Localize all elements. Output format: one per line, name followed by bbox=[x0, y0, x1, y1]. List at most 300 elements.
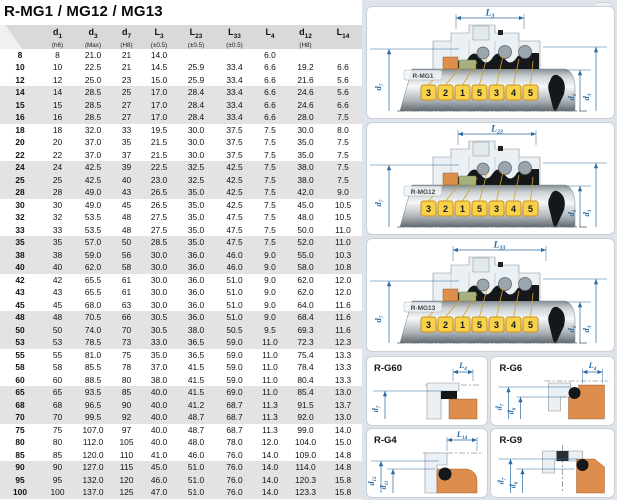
table-cell: 78.5 bbox=[84, 337, 102, 348]
table-cell: 22.5 bbox=[150, 162, 168, 173]
table-cell: 11.0 bbox=[262, 362, 278, 373]
part-number: 1 bbox=[459, 320, 466, 330]
seat-model-label: R-G9 bbox=[499, 435, 523, 446]
table-cell: 25 bbox=[121, 87, 132, 98]
table-row bbox=[0, 99, 362, 112]
table-cell: 28.5 bbox=[84, 99, 102, 110]
table-cell: 14.0 bbox=[261, 462, 279, 473]
spring bbox=[499, 162, 512, 175]
table-row bbox=[0, 474, 362, 487]
row-header-cell: 38 bbox=[15, 249, 25, 260]
table-cell: 41.5 bbox=[187, 362, 205, 373]
table-cell: 64.0 bbox=[297, 299, 314, 310]
table-cell: 10.5 bbox=[334, 199, 352, 210]
table-cell: 59.0 bbox=[226, 374, 243, 385]
dimension-label: $d_1$ bbox=[566, 93, 579, 101]
table-cell: 11.6 bbox=[335, 312, 351, 323]
table-cell: 12 bbox=[52, 74, 63, 85]
dimension-label: $d_3$ bbox=[581, 93, 594, 101]
table-cell: 59.0 bbox=[84, 249, 102, 260]
table-cell: 17.0 bbox=[150, 112, 168, 123]
spring bbox=[499, 278, 512, 291]
row-header-cell: 70 bbox=[15, 412, 25, 423]
table-cell: 7.5 bbox=[337, 137, 349, 148]
table-row bbox=[0, 424, 362, 437]
table-cell: 7.5 bbox=[264, 174, 276, 185]
seat-ring bbox=[449, 399, 477, 419]
table-cell: 100 bbox=[50, 487, 65, 498]
table-cell: 51.0 bbox=[226, 312, 243, 323]
table-cell: 14.5 bbox=[150, 62, 168, 73]
table-cell: 33.4 bbox=[226, 87, 243, 98]
table-cell: 85.4 bbox=[297, 387, 314, 398]
table-cell: 42.5 bbox=[84, 162, 102, 173]
table-cell: 76.0 bbox=[226, 449, 243, 460]
clamp-block bbox=[557, 451, 569, 461]
table-row bbox=[0, 124, 362, 137]
table-cell: 75 bbox=[52, 424, 63, 435]
table-cell: 37 bbox=[121, 149, 132, 160]
table-cell: 88.5 bbox=[84, 374, 102, 385]
table-cell: 76.0 bbox=[226, 474, 243, 485]
table-cell: 21 bbox=[121, 62, 132, 73]
table-cell: 30.0 bbox=[187, 149, 205, 160]
table-cell: 14.0 bbox=[261, 474, 279, 485]
seat-card-0 bbox=[366, 356, 488, 426]
row-header-cell: 28 bbox=[15, 187, 25, 198]
table-cell: 37.0 bbox=[84, 137, 102, 148]
column-header: $d_3$ (Max) bbox=[75, 25, 111, 49]
table-cell: 38.0 bbox=[297, 174, 314, 185]
spring bbox=[519, 162, 532, 175]
table-cell: 5.6 bbox=[337, 87, 349, 98]
table-cell: 61 bbox=[121, 287, 132, 298]
table-cell: 33 bbox=[52, 224, 63, 235]
table-cell: 53 bbox=[52, 337, 63, 348]
table-cell: 132.0 bbox=[82, 474, 104, 485]
dimension-label: $L_4$ bbox=[588, 360, 597, 373]
table-cell: 35.0 bbox=[297, 149, 314, 160]
seat-card-3 bbox=[490, 428, 615, 498]
table-cell: 58.0 bbox=[297, 262, 314, 273]
column-header: $L_3$ (±0.5) bbox=[142, 25, 176, 49]
row-header-cell: 90 bbox=[15, 462, 25, 473]
dimension-label: $L_{23}$ bbox=[491, 124, 503, 136]
table-row bbox=[0, 186, 362, 199]
part-number: 5 bbox=[527, 88, 534, 98]
column-header: $L_4$ bbox=[253, 25, 287, 49]
table-cell: 17.0 bbox=[150, 99, 168, 110]
table-cell: 78 bbox=[121, 362, 132, 373]
table-cell: 75 bbox=[121, 349, 132, 360]
table-cell: 30.5 bbox=[150, 312, 168, 323]
table-cell: 48 bbox=[52, 312, 63, 323]
seal-card-0 bbox=[366, 6, 615, 119]
table-cell: 11.0 bbox=[262, 387, 278, 398]
table-cell: 6.6 bbox=[264, 99, 276, 110]
column-header: $L_{33}$ (±0.5) bbox=[216, 25, 253, 49]
table-cell: 90 bbox=[52, 462, 63, 473]
seat-diagram bbox=[491, 429, 614, 497]
table-cell: 68.0 bbox=[84, 299, 102, 310]
table-row bbox=[0, 274, 362, 287]
table-row bbox=[0, 61, 362, 74]
table-cell: 13.3 bbox=[334, 362, 352, 373]
row-header-cell: 100 bbox=[13, 487, 27, 498]
part-number: 5 bbox=[476, 88, 483, 98]
table-cell: 22 bbox=[52, 149, 63, 160]
column-header: $L_{23}$ (±0.5) bbox=[176, 25, 216, 49]
table-cell: 51.0 bbox=[226, 287, 243, 298]
seat-diagram bbox=[367, 357, 487, 425]
table-cell: 24 bbox=[52, 162, 63, 173]
dimension-label: $d_7$ bbox=[371, 405, 383, 413]
table-cell: 7.5 bbox=[264, 187, 276, 198]
table-row bbox=[0, 361, 362, 374]
table-cell: 18 bbox=[52, 124, 63, 135]
row-header-cell: 30 bbox=[15, 199, 25, 210]
dimension-label: $d_{11}$ bbox=[379, 480, 391, 490]
table-cell: 50.5 bbox=[226, 324, 243, 335]
table-cell: 61 bbox=[121, 274, 132, 285]
table-cell: 22.5 bbox=[84, 62, 102, 73]
table-cell: 27.5 bbox=[150, 224, 168, 235]
table-cell: 36.0 bbox=[187, 287, 205, 298]
table-cell: 70.5 bbox=[84, 312, 102, 323]
table-cell: 95 bbox=[52, 474, 63, 485]
table-cell: 46.0 bbox=[150, 474, 168, 485]
table-cell: 50 bbox=[121, 237, 132, 248]
row-header-cell: 18 bbox=[15, 124, 25, 135]
row-header-cell: 55 bbox=[15, 349, 25, 360]
table-cell: 30.0 bbox=[150, 287, 168, 298]
table-cell: 9.0 bbox=[264, 274, 276, 285]
seat-model-label: R-G60 bbox=[374, 363, 402, 374]
table-cell: 33.4 bbox=[226, 62, 243, 73]
part-number: 1 bbox=[459, 204, 466, 214]
table-cell: 55 bbox=[52, 349, 63, 360]
table-cell: 7.5 bbox=[264, 224, 276, 235]
table-cell: 40.0 bbox=[150, 387, 168, 398]
table-cell: 21.5 bbox=[150, 137, 168, 148]
table-cell: 21.0 bbox=[84, 49, 102, 60]
table-cell: 28.5 bbox=[84, 87, 102, 98]
part-number: 5 bbox=[527, 320, 534, 330]
table-row bbox=[0, 174, 362, 187]
part-number: 3 bbox=[425, 320, 432, 330]
table-cell: 47.5 bbox=[226, 237, 243, 248]
row-header-cell: 42 bbox=[15, 274, 25, 285]
column-header: $d_{12}$ (H8) bbox=[287, 25, 324, 49]
table-cell: 70 bbox=[52, 412, 63, 423]
column-header: $L_{14}$ bbox=[324, 25, 362, 49]
table-cell: 80 bbox=[121, 374, 132, 385]
table-row bbox=[0, 261, 362, 274]
seal-diagram bbox=[367, 7, 614, 118]
row-header-cell: 32 bbox=[15, 212, 25, 223]
table-cell: 13.7 bbox=[334, 399, 352, 410]
table-cell: 49.0 bbox=[84, 187, 102, 198]
table-cell: 14 bbox=[52, 87, 63, 98]
table-cell: 39 bbox=[121, 162, 132, 173]
spring bbox=[499, 46, 512, 59]
table-cell: 35.0 bbox=[187, 237, 205, 248]
table-cell: 46.0 bbox=[226, 262, 243, 273]
table-cell: 125 bbox=[119, 487, 134, 498]
table-cell: 14.8 bbox=[334, 462, 352, 473]
table-cell: 85.5 bbox=[84, 362, 102, 373]
table-cell: 55.0 bbox=[297, 249, 314, 260]
table-cell: 19.2 bbox=[297, 62, 314, 73]
table-cell: 11.0 bbox=[262, 349, 278, 360]
table-cell: 60 bbox=[52, 374, 63, 385]
table-cell: 17.0 bbox=[150, 87, 168, 98]
table-cell: 9.0 bbox=[264, 312, 276, 323]
table-cell: 35.0 bbox=[297, 137, 314, 148]
row-header-cell: 50 bbox=[15, 324, 25, 335]
dimension-label: $d_6$ bbox=[508, 481, 520, 489]
table-cell: 46.0 bbox=[226, 249, 243, 260]
table-cell: 13.0 bbox=[334, 387, 352, 398]
table-cell: 11.3 bbox=[262, 412, 278, 423]
table-cell: 41.2 bbox=[187, 399, 205, 410]
table-cell: 114.0 bbox=[295, 462, 316, 473]
part-number: 1 bbox=[459, 88, 466, 98]
table-cell: 14.8 bbox=[334, 449, 352, 460]
table-cell: 68.4 bbox=[297, 312, 314, 323]
table-cell: 12.0 bbox=[334, 274, 352, 285]
table-cell: 45 bbox=[121, 199, 132, 210]
spring bbox=[519, 278, 532, 291]
table-cell: 96.5 bbox=[84, 399, 102, 410]
table-row bbox=[0, 161, 362, 174]
table-cell: 127.0 bbox=[82, 462, 104, 473]
table-cell: 73 bbox=[121, 337, 132, 348]
seat-diagram bbox=[367, 429, 487, 497]
table-cell: 69.3 bbox=[297, 324, 314, 335]
row-header-cell: 95 bbox=[15, 474, 25, 485]
dimension-table bbox=[0, 25, 362, 499]
table-cell: 35.0 bbox=[150, 349, 168, 360]
part-number: 4 bbox=[510, 88, 517, 98]
table-cell: 41.0 bbox=[150, 449, 168, 460]
table-cell: 74.0 bbox=[84, 324, 102, 335]
table-cell: 7.5 bbox=[264, 237, 276, 248]
row-header-cell: 48 bbox=[15, 312, 25, 323]
table-cell: 52.0 bbox=[297, 237, 314, 248]
dimension-label: $L_{14}$ bbox=[456, 429, 468, 442]
table-cell: 42 bbox=[52, 274, 63, 285]
table-cell: 85 bbox=[121, 387, 132, 398]
model-label: R-MG1 bbox=[412, 72, 434, 80]
table-cell: 48.0 bbox=[187, 437, 205, 448]
table-cell: 20 bbox=[52, 137, 63, 148]
table-cell: 13.3 bbox=[334, 374, 352, 385]
table-cell: 36.5 bbox=[187, 337, 205, 348]
table-cell: 9.5 bbox=[264, 324, 276, 335]
table-cell: 37.5 bbox=[226, 149, 243, 160]
table-cell: 42.0 bbox=[297, 187, 314, 198]
row-header-cell: 33 bbox=[15, 224, 25, 235]
dimension-label: $d_3$ bbox=[581, 325, 594, 333]
table-cell: 25.9 bbox=[187, 74, 205, 85]
table-cell: 11.0 bbox=[262, 374, 278, 385]
set-screw bbox=[498, 30, 503, 35]
table-cell: 9.0 bbox=[264, 299, 276, 310]
table-cell bbox=[216, 49, 253, 62]
table-cell: 10.5 bbox=[334, 212, 352, 223]
table-cell: 30.0 bbox=[187, 124, 205, 135]
table-cell: 48.7 bbox=[187, 424, 205, 435]
table-row bbox=[0, 486, 362, 499]
table-cell: 59.0 bbox=[226, 337, 243, 348]
table-cell: 78.4 bbox=[297, 362, 314, 373]
row-header-cell: 75 bbox=[15, 424, 25, 435]
table-row bbox=[0, 449, 362, 462]
table-row bbox=[0, 211, 362, 224]
table-cell: 12.0 bbox=[334, 287, 352, 298]
table-cell: 35.0 bbox=[187, 199, 205, 210]
table-cell: 30.0 bbox=[150, 299, 168, 310]
table-cell: 23.0 bbox=[150, 174, 168, 185]
table-cell: 27 bbox=[121, 112, 132, 123]
table-cell: 99.5 bbox=[84, 412, 102, 423]
table-cell: 57.0 bbox=[84, 237, 102, 248]
table-cell: 110 bbox=[119, 449, 134, 460]
dimension-label: $d_7$ bbox=[373, 199, 386, 207]
table-cell: 120.0 bbox=[82, 449, 104, 460]
seal-diagram bbox=[367, 123, 614, 234]
table-cell: 28.0 bbox=[297, 112, 314, 123]
table-cell: 51.0 bbox=[187, 487, 205, 498]
table-cell: 41.5 bbox=[187, 374, 205, 385]
table-row bbox=[0, 286, 362, 299]
table-cell: 36.0 bbox=[187, 299, 205, 310]
row-header-cell: 16 bbox=[15, 112, 25, 123]
table-cell: 42.5 bbox=[226, 187, 243, 198]
table-cell: 63 bbox=[121, 299, 132, 310]
table-cell: 7.5 bbox=[264, 199, 276, 210]
table-cell: 14.0 bbox=[261, 449, 279, 460]
dimension-label: $d_7$ bbox=[496, 477, 508, 485]
table-cell: 115 bbox=[119, 462, 134, 473]
table-cell: 58 bbox=[52, 362, 63, 373]
table-cell: 28.4 bbox=[187, 99, 205, 110]
dimension-label: $d_{12}$ bbox=[367, 476, 379, 486]
table-cell: 11.6 bbox=[335, 324, 351, 335]
table-cell: 45 bbox=[52, 299, 63, 310]
table-cell: 90 bbox=[121, 399, 132, 410]
part-number: 4 bbox=[510, 320, 517, 330]
table-cell: 40.0 bbox=[150, 424, 168, 435]
table-cell: 6.6 bbox=[264, 112, 276, 123]
table-cell: 37.0 bbox=[84, 149, 102, 160]
column-header: $d_7$ (H8) bbox=[111, 25, 142, 49]
row-header-cell: 65 bbox=[15, 387, 25, 398]
dimension-label: $d_1$ bbox=[566, 209, 579, 217]
row-header-cell: 22 bbox=[15, 149, 25, 160]
table-cell: 28.4 bbox=[187, 112, 205, 123]
table-cell: 40.0 bbox=[150, 399, 168, 410]
table-cell: 65.5 bbox=[84, 274, 102, 285]
seal-diagram bbox=[367, 239, 614, 350]
table-cell: 7.5 bbox=[337, 162, 349, 173]
table-cell: 120 bbox=[119, 474, 134, 485]
table-cell: 21 bbox=[121, 49, 132, 60]
table-cell: 69.0 bbox=[226, 387, 243, 398]
row-header-cell: 20 bbox=[15, 137, 25, 148]
part-number: 3 bbox=[493, 320, 500, 330]
table-cell: 25.9 bbox=[187, 62, 205, 73]
oring bbox=[439, 468, 452, 481]
row-header-cell: 15 bbox=[15, 99, 25, 110]
seal-card-1 bbox=[366, 122, 615, 235]
table-cell: 81.0 bbox=[84, 349, 102, 360]
table-cell: 51.0 bbox=[187, 462, 205, 473]
table-cell: 75.4 bbox=[297, 349, 314, 360]
table-cell: 65.5 bbox=[84, 287, 102, 298]
table-cell: 48.7 bbox=[187, 412, 205, 423]
table-cell: 105 bbox=[119, 437, 134, 448]
table-cell: 14.0 bbox=[261, 487, 279, 498]
table-cell: 25.0 bbox=[84, 74, 102, 85]
row-header-cell: 8 bbox=[17, 49, 23, 60]
table-cell: 42.5 bbox=[84, 174, 102, 185]
dimension-label: $d_7$ bbox=[494, 403, 506, 411]
table-cell: 7.5 bbox=[264, 212, 276, 223]
table-cell: 32.5 bbox=[187, 174, 205, 185]
table-cell: 10 bbox=[52, 62, 63, 73]
table-row bbox=[0, 236, 362, 249]
table-cell: 32.5 bbox=[187, 162, 205, 173]
table-cell: 27.5 bbox=[150, 212, 168, 223]
table-cell: 51.0 bbox=[187, 474, 205, 485]
table-cell: 11.0 bbox=[335, 237, 351, 248]
table-row bbox=[0, 311, 362, 324]
set-screw bbox=[498, 146, 503, 151]
table-cell: 8.0 bbox=[337, 124, 349, 135]
table-cell: 25 bbox=[52, 174, 63, 185]
table-cell: 70 bbox=[121, 324, 132, 335]
table-row bbox=[0, 299, 362, 312]
table-cell: 36.5 bbox=[187, 349, 205, 360]
table-cell: 42.5 bbox=[226, 199, 243, 210]
table-cell: 93.5 bbox=[84, 387, 102, 398]
seal-card-2 bbox=[366, 238, 615, 352]
table-cell: 37.5 bbox=[226, 137, 243, 148]
table-cell: 59.0 bbox=[226, 349, 243, 360]
table-cell: 11.3 bbox=[262, 399, 278, 410]
table-cell: 72.3 bbox=[297, 337, 314, 348]
table-cell: 97 bbox=[121, 424, 132, 435]
table-cell: 42.5 bbox=[226, 174, 243, 185]
table-cell: 21.6 bbox=[297, 74, 314, 85]
table-cell: 27 bbox=[121, 99, 132, 110]
row-header-cell: 45 bbox=[15, 299, 25, 310]
table-row bbox=[0, 74, 362, 87]
table-cell: 28.4 bbox=[187, 87, 205, 98]
table-cell: 48 bbox=[121, 224, 132, 235]
diagram-panel bbox=[362, 0, 617, 500]
table-row bbox=[0, 111, 362, 124]
table-cell: 6.0 bbox=[264, 49, 276, 60]
row-header-cell: 43 bbox=[15, 287, 25, 298]
table-cell: 6.6 bbox=[337, 62, 349, 73]
table-cell: 48 bbox=[121, 212, 132, 223]
table-cell: 104.0 bbox=[295, 437, 316, 448]
table-cell: 7.5 bbox=[264, 137, 276, 148]
table-cell: 78.0 bbox=[226, 437, 243, 448]
